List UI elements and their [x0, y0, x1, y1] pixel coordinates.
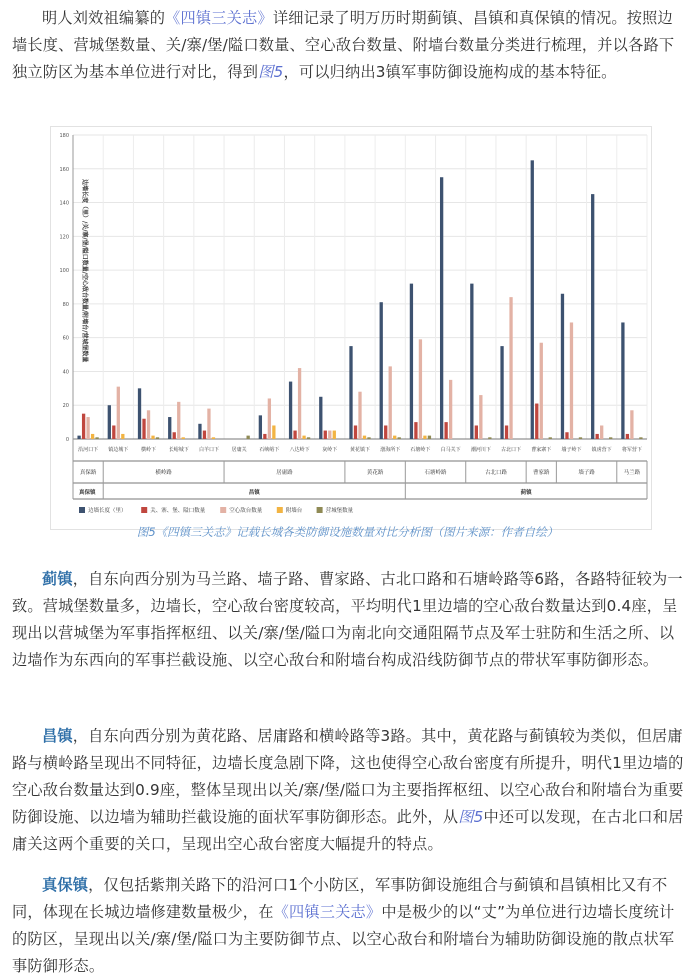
bar [182, 437, 185, 439]
route-label: 石塘岭路 [424, 470, 447, 476]
changzhen-lead: 昌镇 [42, 727, 73, 745]
bar [156, 437, 159, 439]
bar-chart [51, 127, 651, 529]
bar [561, 294, 564, 439]
category-label: 曹家寨下 [531, 447, 552, 453]
bar [268, 398, 271, 439]
book-link[interactable]: 《四镇三关志》 [165, 9, 273, 27]
route-label: 马兰路 [623, 470, 641, 476]
category-label: 白羊口下 [198, 447, 219, 453]
legend-label: 空心敌台数量 [229, 508, 263, 514]
intro-paragraph [12, 5, 688, 86]
category-label: 白马关下 [440, 447, 461, 453]
bar [363, 436, 366, 439]
bar [324, 431, 327, 439]
category-label: 横岭下 [141, 447, 157, 453]
bar [212, 437, 215, 439]
bar [398, 437, 401, 439]
bar [579, 437, 582, 439]
intro-text-1: 明人刘效祖编纂的 [42, 9, 166, 27]
jizhen-text: ，自东向西分别为马兰路、墙子路、曹家路、古北口路和石塘岭路等6路，各路特征较为一致。营城堡数量多，边墙长，空心敌台密度较高，平均明代1里边墙的空心敌台数量达到0.4座，呈现出以营城堡为军事指挥枢纽、以关/寨/堡/隘口为南北向交通阻隔节点及军士驻防和生活之所、以边墙作为东西向的军事拦截设施、以空心敌台和附墙台构成沿线防御节点的带状军事防御形态。 [12, 570, 683, 669]
bar [428, 436, 431, 439]
route-label: 黄花路 [366, 470, 384, 476]
route-label: 曹家路 [533, 470, 550, 476]
bar [82, 414, 85, 439]
bar [349, 346, 352, 439]
figure-chart [50, 126, 652, 530]
bar [198, 424, 201, 439]
bar [289, 382, 292, 439]
category-label: 黄花镇下 [349, 447, 371, 453]
legend-swatch [79, 507, 85, 513]
bar [570, 322, 573, 439]
category-label: 镇边城下 [108, 447, 129, 453]
bar [609, 437, 612, 439]
y-tick-label: 100 [59, 268, 69, 275]
route-label: 古北口路 [484, 470, 507, 476]
legend-label: 营城堡数量 [325, 508, 354, 514]
bar [328, 431, 331, 439]
bar [358, 392, 361, 439]
bar [531, 160, 534, 439]
bar [142, 419, 145, 439]
zhenbao-text-1: ，仅包括紫荆关路下的沿河口1个小防区，军事防御设施组合与蓟镇和昌镇相比又有不同，体现在长城边墙修建数量极少，在 [12, 876, 668, 921]
bar [247, 436, 250, 439]
legend-label: 关、寨、堡、隘口数量 [150, 508, 206, 514]
legend-swatch [317, 507, 323, 513]
bar [470, 284, 473, 439]
y-tick-label: 180 [59, 133, 69, 139]
book-link-2[interactable]: 《四镇三关志》 [273, 903, 382, 921]
bar [117, 387, 120, 439]
bar [77, 436, 80, 439]
changzhen-paragraph [12, 723, 688, 858]
jizhen-paragraph [12, 566, 688, 674]
changzhen-text-1: ，自东向西分别为黄花路、居庸路和横岭路等3路。其中，黄花路与蓟镇较为类似，但居庸路与横岭路呈现出不同特征，边墙长度急剧下降，这也使得空心敌台密度有所提升，明代1里边墙的空心敌台数量达到0.9座，整体呈现出以关/寨/堡/隘口为主要指挥枢纽、以空心敌台和附墙台为重要防御设施、以边墙为辅助拦截设施的面状军事防御形态。此外，从 [12, 727, 684, 826]
zhen-label: 真保镇 [79, 490, 96, 496]
y-tick-label: 60 [62, 335, 69, 342]
bar [500, 346, 503, 439]
zhen-label: 昌镇 [248, 490, 260, 496]
bar [389, 366, 392, 439]
bar [591, 194, 594, 439]
bar [173, 432, 176, 439]
bar [95, 437, 98, 439]
bar [91, 434, 94, 439]
y-tick-label: 20 [62, 403, 69, 410]
figure-ref-link[interactable]: 图5 [258, 63, 284, 81]
route-label: 墙子路 [578, 470, 595, 476]
bar [177, 402, 180, 439]
zhenbao-paragraph [12, 872, 688, 980]
bar [505, 425, 508, 439]
category-label: 居庸关 [231, 447, 247, 453]
intro-text-2: 详细记录了明万历时期蓟镇、昌镇和真保镇的情况。按照边墙长度、营城堡数量、关/寨/堡/隘口数量、空心敌台数量、附墙台数量分类进行梳理，并以各路下独立防区为基本单位进行对比，得到 [12, 9, 675, 81]
figure-ref-link-2[interactable]: 图5 [458, 808, 484, 826]
bar [414, 422, 417, 439]
legend-swatch [141, 507, 147, 513]
bar [138, 388, 141, 439]
category-label: 长峪城下 [168, 447, 189, 453]
bar [207, 409, 210, 439]
bar [263, 434, 266, 439]
y-axis-label: 边墙长度（里）/关/寨/堡/隘口数量/空心敌台数量/附墙台/营城堡数量 [81, 179, 88, 363]
bar [621, 322, 624, 439]
jizhen-lead: 蓟镇 [42, 570, 73, 588]
bar [272, 425, 275, 439]
figure-caption: 图5《四镇三关志》记载长城各类防御设施数量对比分析图（图片来源：作者自绘） [136, 525, 559, 539]
y-tick-label: 80 [62, 301, 69, 308]
bar [488, 437, 491, 439]
y-tick-label: 160 [59, 166, 69, 173]
y-tick-label: 120 [59, 234, 69, 241]
bar [203, 431, 206, 439]
legend-swatch [220, 507, 226, 513]
zhen-label: 蓟镇 [520, 490, 532, 496]
category-label: 古北口下 [501, 447, 522, 453]
bar [410, 284, 413, 439]
bar [393, 436, 396, 439]
bar [319, 397, 322, 439]
category-label: 墙子岭下 [561, 447, 582, 453]
category-label: 石峡峪下 [259, 447, 280, 453]
bar [147, 410, 150, 439]
bar [535, 404, 538, 439]
bar [384, 425, 387, 439]
zhenbao-lead: 真保镇 [42, 876, 89, 894]
bar [540, 343, 543, 439]
bar [449, 380, 452, 439]
legend-label: 附墙台 [285, 508, 303, 514]
bar [367, 437, 370, 439]
route-label: 真保路 [79, 470, 97, 476]
bar [151, 436, 154, 439]
bar [380, 302, 383, 439]
bar [479, 395, 482, 439]
category-label: 潮河川下 [470, 447, 491, 453]
bar [626, 434, 629, 439]
category-label: 灰岭下 [322, 447, 338, 453]
bar [565, 432, 568, 439]
bar [600, 425, 603, 439]
bar [509, 297, 512, 439]
bar [86, 417, 89, 439]
bar [354, 425, 357, 439]
changzhen-text-2: 中还可以发现，在古北口和居庸关这两个重要的关口，呈现出空心敌台密度大幅提升的特点。 [12, 808, 684, 853]
bar [302, 436, 305, 439]
y-tick-label: 0 [65, 437, 69, 443]
y-tick-label: 40 [62, 369, 69, 376]
category-label: 沿河口下 [78, 447, 99, 453]
y-tick-label: 140 [59, 200, 69, 207]
bar [121, 434, 124, 439]
bar [475, 425, 478, 439]
category-label: 将军营下 [621, 447, 642, 453]
bar [259, 415, 262, 439]
bar [444, 422, 447, 439]
route-label: 居庸路 [276, 470, 293, 476]
intro-text-3: ，可以归纳出3镇军事防御设施构成的基本特征。 [283, 63, 617, 81]
bar [630, 410, 633, 439]
legend-swatch [277, 507, 283, 513]
bar [168, 417, 171, 439]
bar [639, 437, 642, 439]
category-label: 八达岭下 [289, 447, 310, 453]
category-label: 渤海所下 [380, 447, 401, 453]
bar [108, 405, 111, 439]
bar [423, 436, 426, 439]
bar [333, 431, 336, 439]
category-label: 石塘岭下 [410, 447, 431, 453]
category-label: 镇虏营下 [591, 447, 612, 453]
bar [293, 431, 296, 439]
legend-label: 边墙长度（里） [88, 508, 127, 514]
route-label: 横岭路 [155, 470, 172, 476]
bar [419, 339, 422, 439]
bar [440, 177, 443, 439]
bar [307, 437, 310, 439]
zhenbao-text-2: 中是极少的以“丈”为单位进行边墙长度统计的防区，呈现出以关/寨/堡/隘口为主要防御节点、以空心敌台和附墙台为辅助防御设施的散点状军事防御形态。 [12, 903, 675, 975]
bar [596, 434, 599, 439]
bar [298, 368, 301, 439]
bar [549, 437, 552, 439]
bar [112, 425, 115, 439]
